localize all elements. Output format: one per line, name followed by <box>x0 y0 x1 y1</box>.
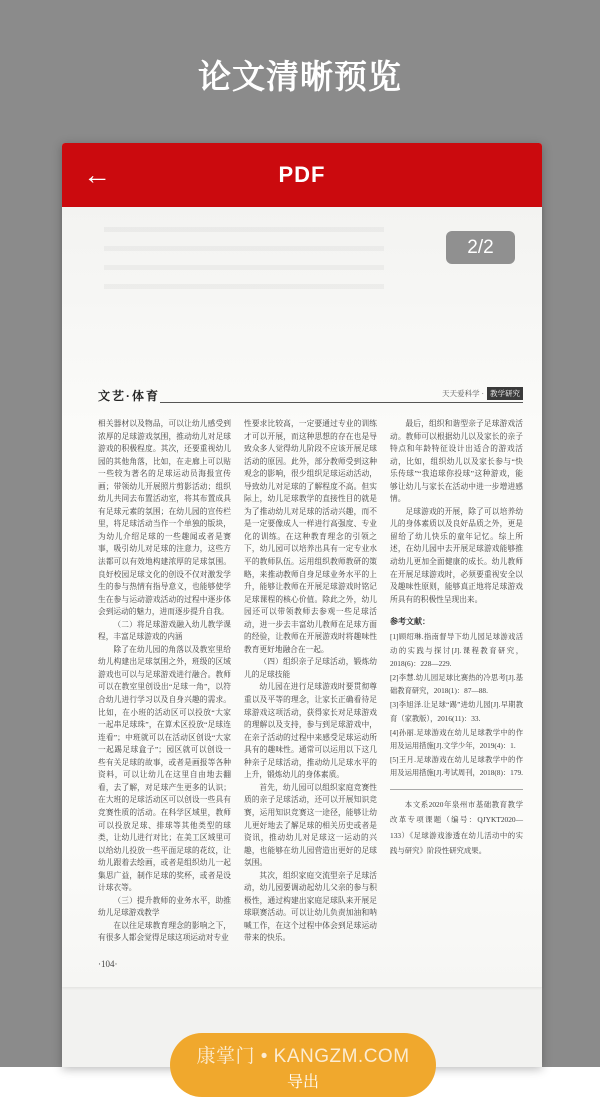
journal-line <box>442 387 523 400</box>
appbar <box>62 143 542 207</box>
references-list <box>390 630 523 779</box>
paragraph: 其次，组织家庭交流型亲子足球活动，幼儿园要调动起幼儿父亲的参与积极性，通过构建出家庭足球队来开展足球联赛活动。可以让幼儿负责加油和呐喊工作，在这个过程中体会到足球运动带来的快乐。 <box>244 870 377 943</box>
paragraph: （三）提升教师的业务水平，助推幼儿足球游戏教学 <box>98 895 231 918</box>
pdf-page <box>62 207 542 987</box>
paragraph: 幼儿园在进行足球游戏时要贯彻尊重以及平等的理念，让家长正确看待足球游戏这项活动，获得家长对足球游戏的理解以及支持，参与到足球游戏中，在亲子活动的过程中来感受足球运动所具有的趣味性。通常可以运用以下这几种亲子足球活动，推动幼儿足球水平的上升，锻炼幼儿的身体素质。 <box>244 682 377 780</box>
section-label: 文艺·体育 <box>98 389 160 403</box>
reference-item: [4]孙丽.足球游戏在幼儿足球教学中的作用及运用措施[J].文学少年，2019(4)：1. <box>390 727 523 751</box>
page-indicator-badge: 2/2 <box>446 231 515 264</box>
paragraph: 除了在幼儿园的角落以及教室里给幼儿构建出足球氛围之外，班级的区域游戏也可以与足球游戏进行融合。教师可以在教室里创设出“足球一角”，以符合幼儿进行学习以及自身兴趣的需求。比如，在小班的活动区可以投放“大家一起串足球珠”，在算术区投放“足球连连看”；中班就可以在活动区创设“大家一起踢足球盒子”；园区就可以创设一些有关足球的故事，或者是画报等各种资料，可以让幼儿在这里自由地去翻看，去了解，对足球产生更多的认识；在大班的足球活动区可以创设一些具有竞赛性质的活动。在科学区域里，教师可以投放足球、排球等其他类型的球类，让幼儿进行对比；在美工区域里可以给幼儿投放一些平面足球的花纹，让幼儿跟着去绘画，或者是组织幼儿一起集思广益，制作足球的奖杯，或者是设计球衣等。 <box>98 644 231 893</box>
appbar-title: PDF <box>278 162 326 187</box>
paragraph: 首先，幼儿园可以组织家庭竞赛性质的亲子足球活动，还可以开展知识竞赛，运用知识竞赛这一途径，能够让幼儿更好地去了解足球的相关历史或者是资讯，推动幼儿对足球这一运动的兴趣，也能够在幼儿园营造出更好的足球氛围。 <box>244 782 377 868</box>
column-3-paragraphs <box>390 418 523 606</box>
pdf-scroll-area[interactable] <box>62 207 542 1067</box>
reference-item: [1]顾绍琳.指南督导下幼儿园足球游戏活动的实践与探讨[J].课程教育研究，2018(6)：228—229. <box>390 632 523 668</box>
document-header <box>98 387 523 404</box>
reference-item: [5]王月.足球游戏在幼儿足球教学中的作用及运用措施[J].考试周刊，2018(8)：179. <box>390 755 523 778</box>
export-button-label: 导出 <box>286 1074 319 1091</box>
paragraph: 性要求比较高，一定要通过专业的训练才可以开展，而这种思想的存在也是导致众多人觉得幼儿阶段不应该开展足球活动的原因。此外，部分教师受到这种观念的影响，很少组织足球运动活动，导致幼儿对足球的了解程度不高。但实际上，幼儿足球教学的直接性目的就是为了推动幼儿对足球的活动兴趣，而不是一定要像成人一样进行高强度、专业化的训练。在这种教育理念的引领之下，幼儿园可以培养出具有一定专业水平的教师队伍。运用组织教师教研的策略，来推动教师自身足球业务水平的上升，能够让教师在开展足球游戏时铭记足球课程的核心价值。除此之外，幼儿园还可以带领教师去参观一些足球活动，进一步去丰富幼儿教师在足球方面的经验，让教师在开展游戏时将趣味性教育更好地融合在一起。 <box>244 419 377 654</box>
page-number: ·104· <box>98 959 118 969</box>
paragraph: 相关器材以及物品，可以让幼儿感受到浓厚的足球游戏氛围，推动幼儿对足球游戏的积极程度。其次，还要重视幼儿园的其他角落，比如，在走廊上可以贴一些较为著名的足球运动员海报宣传画；带领幼儿开展照片剪影活动；组织幼儿共同去布置活动室，将其布置成具有足球元素的氛围；在幼儿园的宣传栏里，将足球活动当作一个单独的版块，为幼儿介绍足球的一些趣闻或者是赛事，吸引幼儿对足球的注意力，这些方法都可以有效地构建浓厚的足球氛围。良好校园足球文化的创设不仅对激发学生的参与热情有指导意义，也能够使学生在参与运动游戏活动的过程中逐步体会到运动的魅力，进而逐步提升自我。 <box>98 419 231 617</box>
paragraph: （二）将足球游戏融入幼儿教学课程，丰富足球游戏的内涵 <box>98 619 231 642</box>
references-section <box>390 615 523 779</box>
back-arrow-icon[interactable]: ← <box>83 159 111 190</box>
footnote: 本文系2020年泉州市基础教育教学改革专项课题（编号：QJYKT2020—133）《足球游戏渗透在幼儿活动中的实践与研究》阶段性研究成果。 <box>390 799 523 856</box>
paragraph: 足球游戏的开展，除了可以培养幼儿的身体素质以及良好品质之外，更是留给了幼儿快乐的童年记忆。综上所述，在幼儿园中去开展足球游戏能够推动幼儿更加全面健康的成长。幼儿教师在开展足球游戏时，必须要重视安全以及趣味性原则，能够真正地将足球游戏所具有的积极性呈现出来。 <box>390 506 523 604</box>
screen-title: 论文清晰预览 <box>198 58 402 95</box>
watermark-text: 康掌门 • KANGZM.COM <box>196 1046 410 1067</box>
document-body <box>98 418 523 960</box>
document-column-1 <box>98 418 231 960</box>
page-showthrough <box>104 227 384 289</box>
journal-badge: 教学研究 <box>487 387 523 400</box>
document-column-3 <box>390 418 523 960</box>
pdf-viewer-card <box>62 143 542 1067</box>
reference-item: [3]李旭泽.让足球“踢”进幼儿园[J].早期教育（家教版），2016(11)：33. <box>390 700 523 723</box>
footnote-divider <box>390 789 523 790</box>
journal-name: 天天爱科学 · <box>442 389 484 398</box>
paragraph: 在以往足球教育理念的影响之下，有很多人都会觉得足球这项运动对专业 <box>98 920 231 943</box>
paragraph: 最后，组织和谐型亲子足球游戏活动。教师可以根据幼儿以及家长的亲子特点和年龄特征设计出适合的游戏活动，比如，组织幼儿以及家长参与“快乐传球”“我追球你投球”这种游戏，能够让幼儿与家长在活动中进一步增进感情。 <box>390 419 523 504</box>
export-button[interactable] <box>170 1033 436 1097</box>
reference-item: [2]李慧.幼儿园足球比赛热的冷思考[J].基础教育研究，2018(1)：87—88. <box>390 673 523 696</box>
header-rule <box>160 402 523 403</box>
paragraph: （四）组织亲子足球活动，锻炼幼儿的足球技能 <box>244 657 377 679</box>
document-column-2 <box>244 418 377 960</box>
references-title: 参考文献： <box>390 617 430 627</box>
